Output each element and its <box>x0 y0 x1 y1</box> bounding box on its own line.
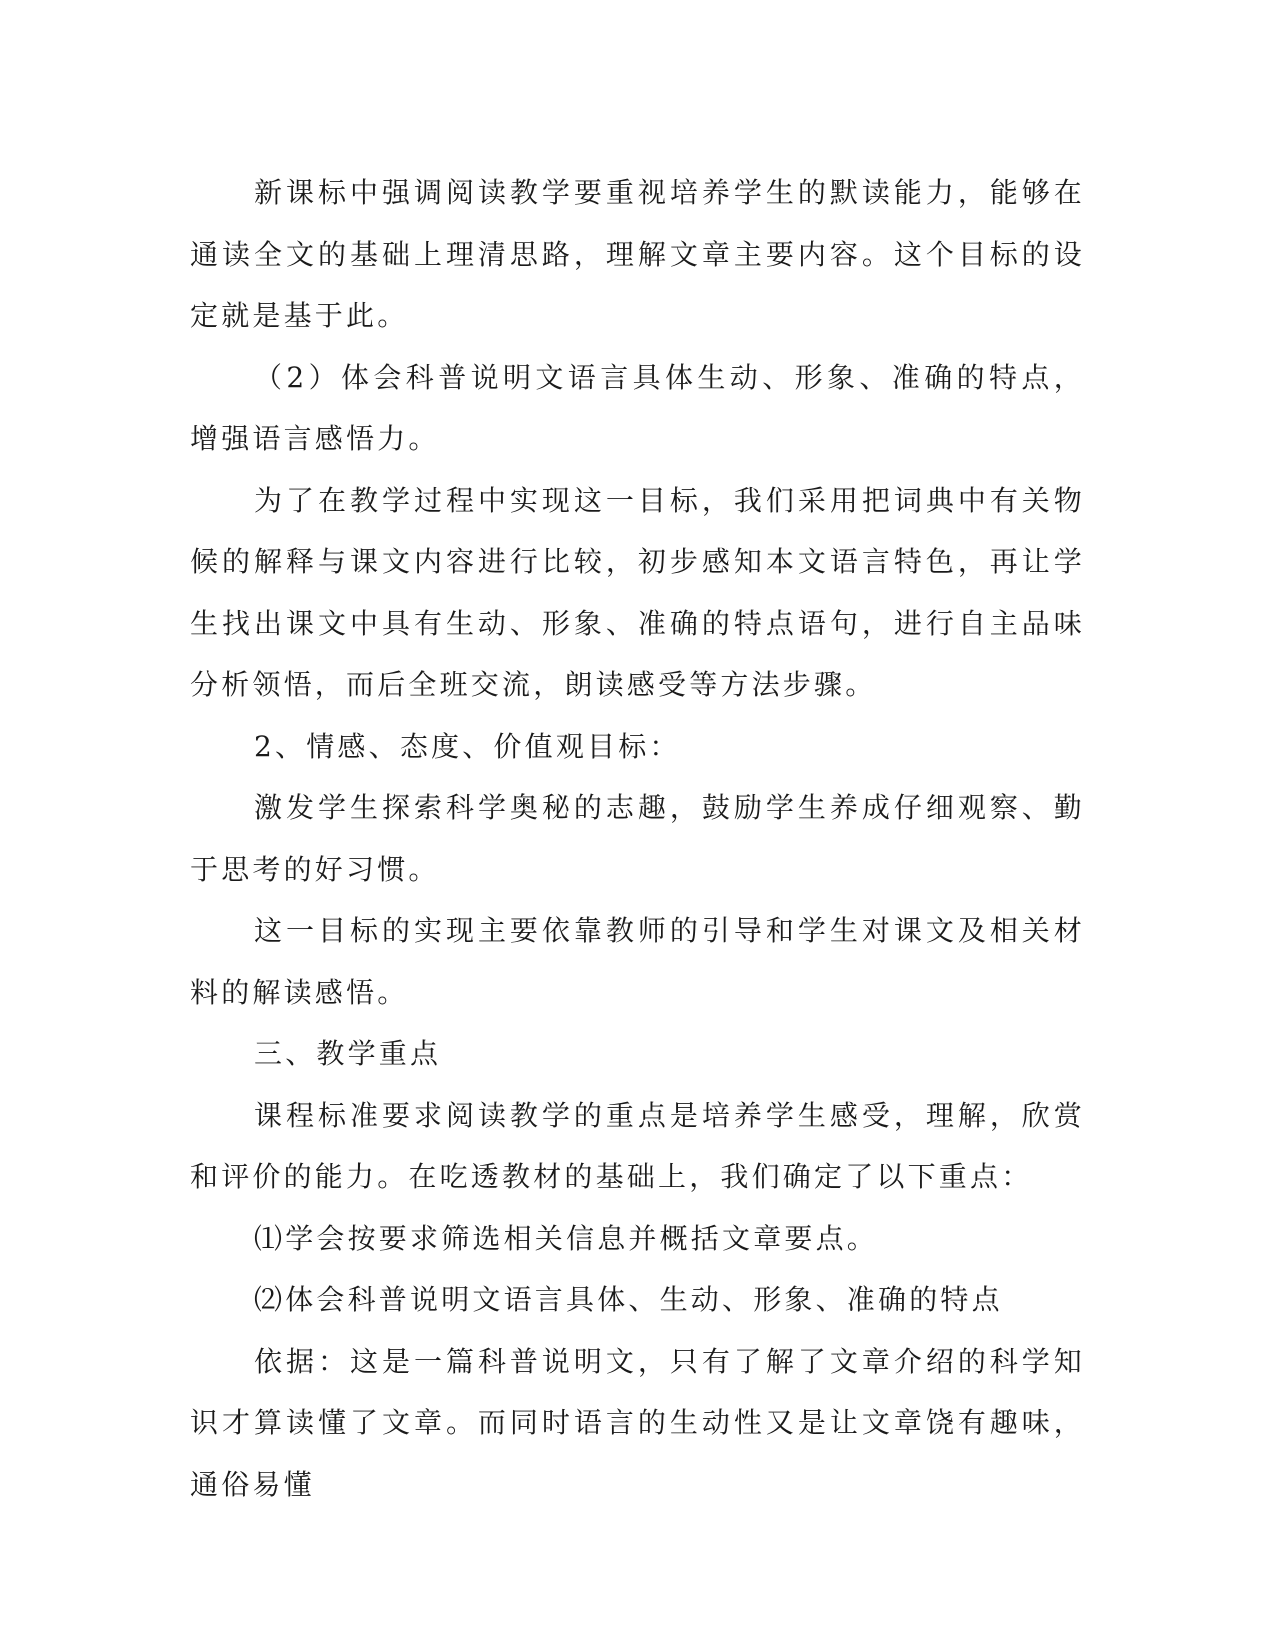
paragraph-emotion-goal-rationale: 这一目标的实现主要依靠教师的引导和学生对课文及相关材料的解读感悟。 <box>190 914 1085 1009</box>
paragraph-reading-goal-rationale: 新课标中强调阅读教学要重视培养学生的默读能力，能够在通读全文的基础上理清思路，理解文章主要内容。这个目标的设定就是基于此。 <box>190 176 1085 332</box>
paragraph-teaching-focus-intro: 课程标准要求阅读教学的重点是培养学生感受，理解，欣赏和评价的能力。在吃透教材的基础上，我们确定了以下重点： <box>190 1098 1085 1193</box>
list-item-focus-2: ⑵体会科普说明文语言具体、生动、形象、准确的特点 <box>254 1283 1003 1316</box>
paragraph-emotion-goal: 激发学生探索科学奥秘的志趣，鼓励学生养成仔细观察、勤于思考的好习惯。 <box>190 791 1085 886</box>
heading-teaching-focus: 三、教学重点 <box>254 1037 442 1070</box>
document-body <box>190 162 1085 1515</box>
heading-emotion-goal: 2、情感、态度、价值观目标： <box>254 729 681 763</box>
paragraph-goal-2-method: 为了在教学过程中实现这一目标，我们采用把词典中有关物候的解释与课文内容进行比较，初步感知本文语言特色，再让学生找出课文中具有生动、形象、准确的特点语句，进行自主品味分析领悟，而后全班交流，朗读感受等方法步骤。 <box>190 483 1085 701</box>
list-item-focus-1: ⑴学会按要求筛选相关信息并概括文章要点。 <box>254 1221 879 1255</box>
paragraph-goal-2: （2）体会科普说明文语言具体生动、形象、准确的特点，增强语言感悟力。 <box>190 360 1085 455</box>
paragraph-focus-basis: 依据：这是一篇科普说明文，只有了解了文章介绍的科学知识才算读懂了文章。而同时语言的生动性又是让文章饶有趣味，通俗易懂 <box>190 1344 1085 1501</box>
